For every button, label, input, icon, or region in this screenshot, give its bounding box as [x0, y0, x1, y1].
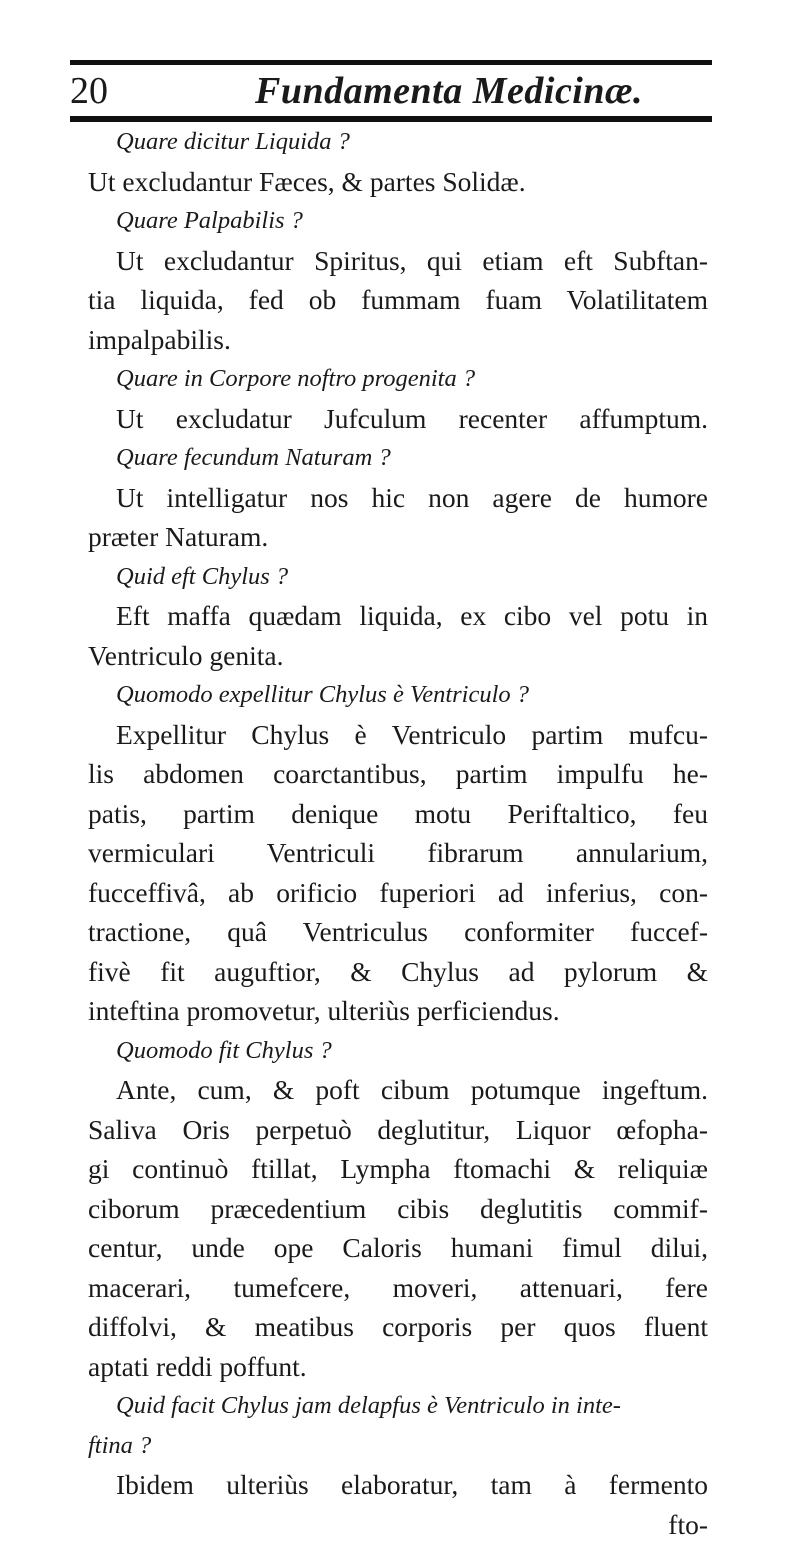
answer-line: lis abdomen coarctantibus, partim impulfu he- [88, 754, 708, 794]
question-line: ftina ? [88, 1426, 708, 1466]
question-line: Quomodo expellitur Chylus è Ventriculo ? [88, 675, 708, 715]
question-line: Quare dicitur Liquida ? [88, 122, 708, 162]
answer-line: centur, unde ope Caloris humani fimul dilui, [88, 1228, 708, 1268]
answer-line: tia liquida, fed ob fummam fuam Volatilitatem [88, 280, 708, 320]
answer-line: Ante, cum, & poft cibum potumque ingeftum. [88, 1070, 708, 1110]
page-header [70, 68, 710, 114]
answer-line: præter Naturam. [88, 517, 708, 557]
answer-line: Ut excludatur Jufculum recenter affumptum. [88, 399, 708, 439]
answer-line: inteftina promovetur, ulteriùs perficiendus. [88, 991, 708, 1031]
question-line: Quid facit Chylus jam delapfus è Ventriculo in inte- [88, 1386, 708, 1426]
page-number: 20 [70, 68, 108, 114]
header-rule-top [70, 60, 712, 65]
body-text [88, 122, 708, 1544]
answer-line: Ut intelligatur nos hic non agere de humore [88, 478, 708, 518]
answer-line: Ventriculo genita. [88, 636, 708, 676]
answer-line: macerari, tumefcere, moveri, attenuari, fere [88, 1268, 708, 1308]
answer-line: ciborum præcedentium cibis deglutitis commif- [88, 1189, 708, 1229]
answer-line: gi continuò ftillat, Lympha ftomachi & reliquiæ [88, 1149, 708, 1189]
running-title: Fundamenta Medicinæ. [255, 68, 643, 114]
answer-line: fivè fit auguftior, & Chylus ad pylorum & [88, 952, 708, 992]
answer-line: tractione, quâ Ventriculus conformiter fuccef- [88, 912, 708, 952]
answer-line: vermiculari Ventriculi fibrarum annularium, [88, 833, 708, 873]
answer-line: Ut excludantur Fæces, & partes Solidæ. [88, 162, 708, 202]
answer-line: Ut excludantur Spiritus, qui etiam eft Subftan- [88, 241, 708, 281]
answer-line: Ibidem ulteriùs elaboratur, tam à fermento [88, 1465, 708, 1505]
catchword: fto- [88, 1505, 708, 1544]
question-line: Quid eft Chylus ? [88, 557, 708, 597]
question-line: Quomodo fit Chylus ? [88, 1031, 708, 1071]
answer-line: impalpabilis. [88, 320, 708, 360]
question-line: Quare Palpabilis ? [88, 201, 708, 241]
question-line: Quare in Corpore noftro progenita ? [88, 359, 708, 399]
answer-line: diffolvi, & meatibus corporis per quos fluent [88, 1307, 708, 1347]
question-line: Quare fecundum Naturam ? [88, 438, 708, 478]
answer-line: Saliva Oris perpetuò deglutitur, Liquor œfopha- [88, 1110, 708, 1150]
answer-line: Eft maffa quædam liquida, ex cibo vel potu in [88, 596, 708, 636]
answer-line: patis, partim denique motu Periftaltico, feu [88, 794, 708, 834]
answer-line: aptati reddi poffunt. [88, 1347, 708, 1387]
answer-line: Expellitur Chylus è Ventriculo partim mufcu- [88, 715, 708, 755]
answer-line: fucceffivâ, ab orificio fuperiori ad inferius, con- [88, 873, 708, 913]
